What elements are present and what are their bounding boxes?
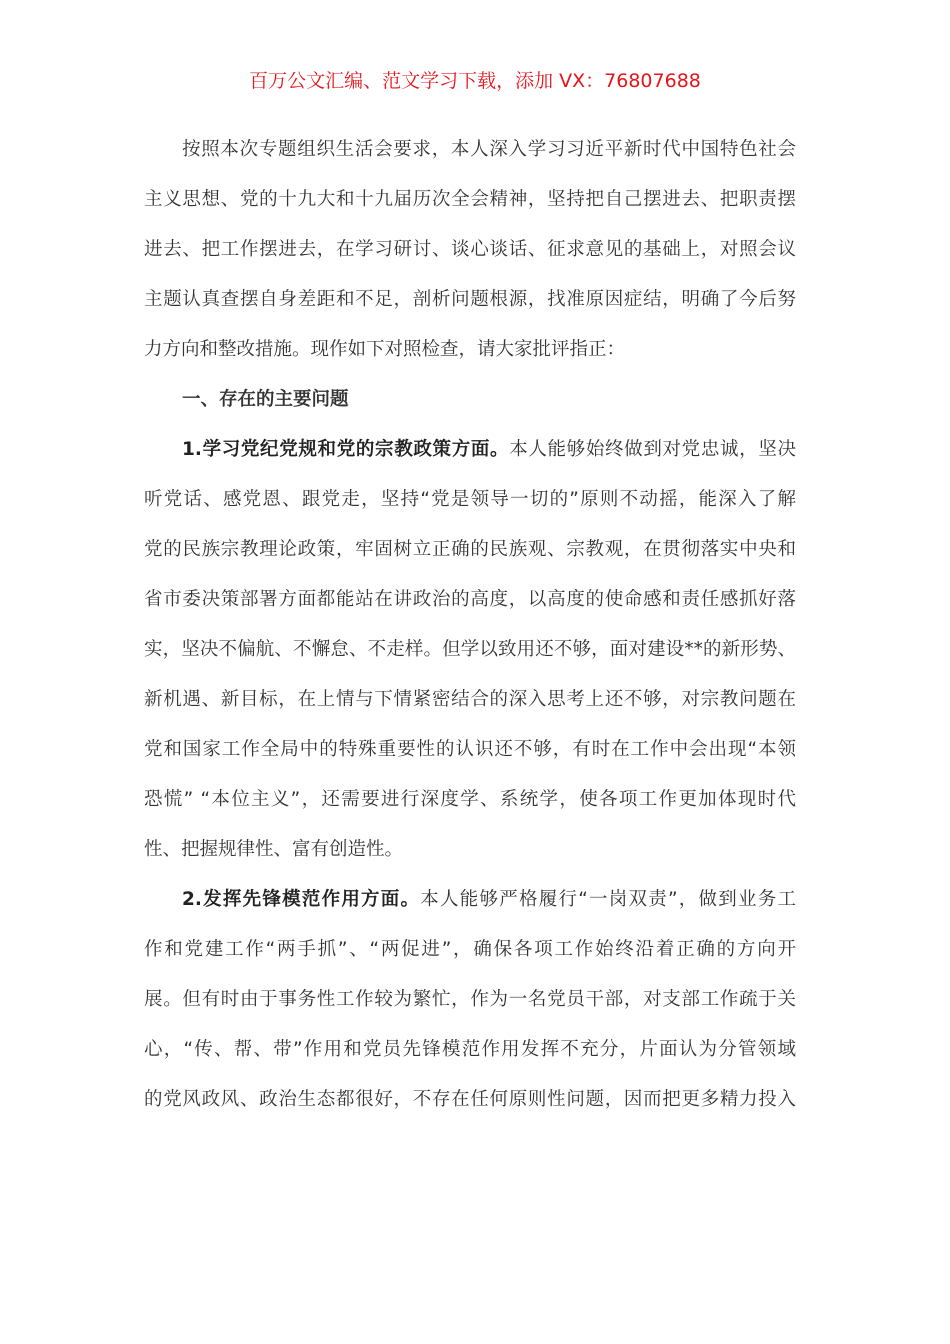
paragraph-line: 恐慌” “本位主义”，还需要进行深度学、系统学，使各项工作更加体现时代 (144, 789, 796, 810)
paragraph-line: 主义思想、党的十九大和十九届历次全会精神，坚持把自己摆进去、把职责摆 (144, 189, 796, 210)
paragraph-line: 省市委决策部署方面都能站在讲政治的高度，以高度的使命感和责任感抓好落 (144, 589, 796, 610)
paragraph-line: 性、把握规律性、富有创造性。 (144, 839, 404, 860)
item-text: 本人能够严格履行“一岗双责”，做到业务工 (420, 889, 797, 910)
item-lead: 2.发挥先锋模范作用方面。 (182, 889, 421, 910)
paragraph-line: 力方向和整改措施。现作如下对照检查，请大家批评指正： (144, 339, 626, 360)
paragraph-line: 作和党建工作“两手抓”、“两促进”，确保各项工作始终沿着正确的方向开 (144, 939, 796, 960)
paragraph-line (144, 875, 796, 925)
paragraph-line: 展。但有时由于事务性工作较为繁忙，作为一名党员干部，对支部工作疏于关 (144, 989, 796, 1010)
intro-paragraph (144, 125, 796, 375)
paragraph-line: 按照本次专题组织生活会要求，本人深入学习习近平新时代中国特色社会 (182, 139, 796, 160)
watermark-banner: 百万公文汇编、范文学习下载，添加 VX：76807688 (249, 70, 701, 92)
paragraph-line: 党的民族宗教理论政策，牢固树立正确的民族观、宗教观，在贯彻落实中央和 (144, 539, 796, 560)
paragraph-line: 实，坚决不偏航、不懈怠、不走样。但学以致用还不够，面对建设**的新形势、 (144, 639, 796, 660)
item-lead: 1.学习党纪党规和党的宗教政策方面。 (182, 439, 510, 460)
paragraph-line: 新机遇、新目标，在上情与下情紧密结合的深入思考上还不够，对宗教问题在 (144, 689, 796, 710)
document-body (144, 125, 796, 1125)
paragraph-line (144, 425, 796, 475)
section-heading: 一、存在的主要问题 (182, 389, 349, 410)
item1-paragraph (144, 425, 796, 875)
paragraph-line: 主题认真查摆自身差距和不足，剖析问题根源，找准原因症结，明确了今后努 (144, 289, 796, 310)
item-text: 本人能够始终做到对党忠诚，坚决 (509, 439, 796, 460)
paragraph-line: 听党话、感党恩、跟党走，坚持“党是领导一切的”原则不动摇，能深入了解 (144, 489, 796, 510)
paragraph-line: 进去、把工作摆进去，在学习研讨、谈心谈话、征求意见的基础上，对照会议 (144, 239, 796, 260)
paragraph-line: 党和国家工作全局中的特殊重要性的认识还不够，有时在工作中会出现“本领 (144, 739, 796, 760)
item2-paragraph (144, 875, 796, 1125)
paragraph-line: 的党风政风、政治生态都很好，不存在任何原则性问题，因而把更多精力投入 (144, 1089, 796, 1110)
paragraph-line: 心，“传、帮、带”作用和党员先锋模范作用发挥不充分，片面认为分管领域 (144, 1039, 796, 1060)
